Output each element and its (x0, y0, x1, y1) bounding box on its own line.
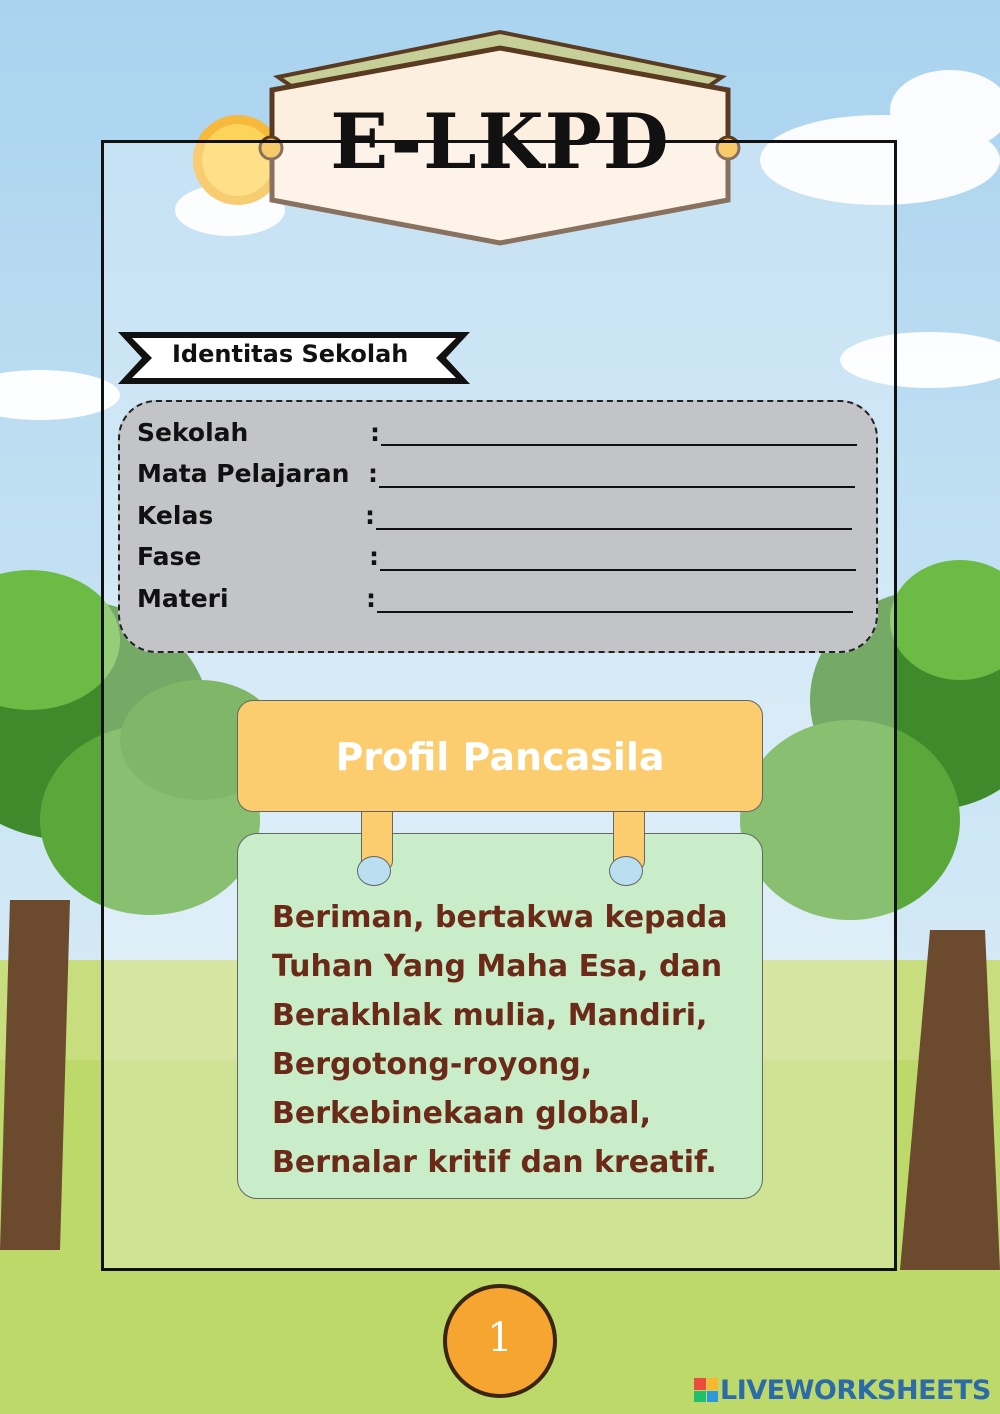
hanger-ring (357, 856, 391, 886)
field-input-mata-pelajaran[interactable] (379, 486, 855, 488)
profile-line: Bergotong-royong, (272, 1047, 593, 1082)
hanger-ring (609, 856, 643, 886)
field-input-kelas[interactable] (376, 528, 852, 530)
field-input-fase[interactable] (380, 569, 856, 571)
field-label-materi: Materi (137, 584, 229, 613)
profile-line: Berkebinekaan global, (272, 1096, 651, 1131)
field-separator: : (368, 459, 378, 488)
field-separator: : (369, 542, 379, 571)
field-separator: : (370, 418, 380, 447)
profile-line: Berakhlak mulia, Mandiri, (272, 998, 708, 1033)
field-input-sekolah[interactable] (381, 444, 857, 446)
field-separator: : (365, 501, 375, 530)
field-label-sekolah: Sekolah (137, 418, 249, 447)
profile-line: Bernalar kritif dan kreatif. (272, 1145, 717, 1180)
field-input-materi[interactable] (377, 611, 853, 613)
page-title: E-LKPD (330, 97, 670, 186)
field-label-mata-pelajaran: Mata Pelajaran (137, 459, 350, 488)
field-separator: : (366, 584, 376, 613)
field-label-fase: Fase (137, 542, 202, 571)
field-label-kelas: Kelas (137, 501, 214, 530)
profile-line: Beriman, bertakwa kepada (272, 900, 728, 935)
page-number: 1 (487, 1315, 513, 1361)
liveworksheets-logo-icon (694, 1378, 718, 1402)
brand-name: LIVEWORKSHEETS (720, 1374, 991, 1406)
brand-watermark[interactable] (694, 1372, 991, 1408)
profile-heading: Profil Pancasila (335, 735, 665, 779)
identity-heading: Identitas Sekolah (172, 340, 409, 368)
profile-text (272, 893, 742, 1187)
profile-line: Tuhan Yang Maha Esa, dan (272, 949, 723, 984)
